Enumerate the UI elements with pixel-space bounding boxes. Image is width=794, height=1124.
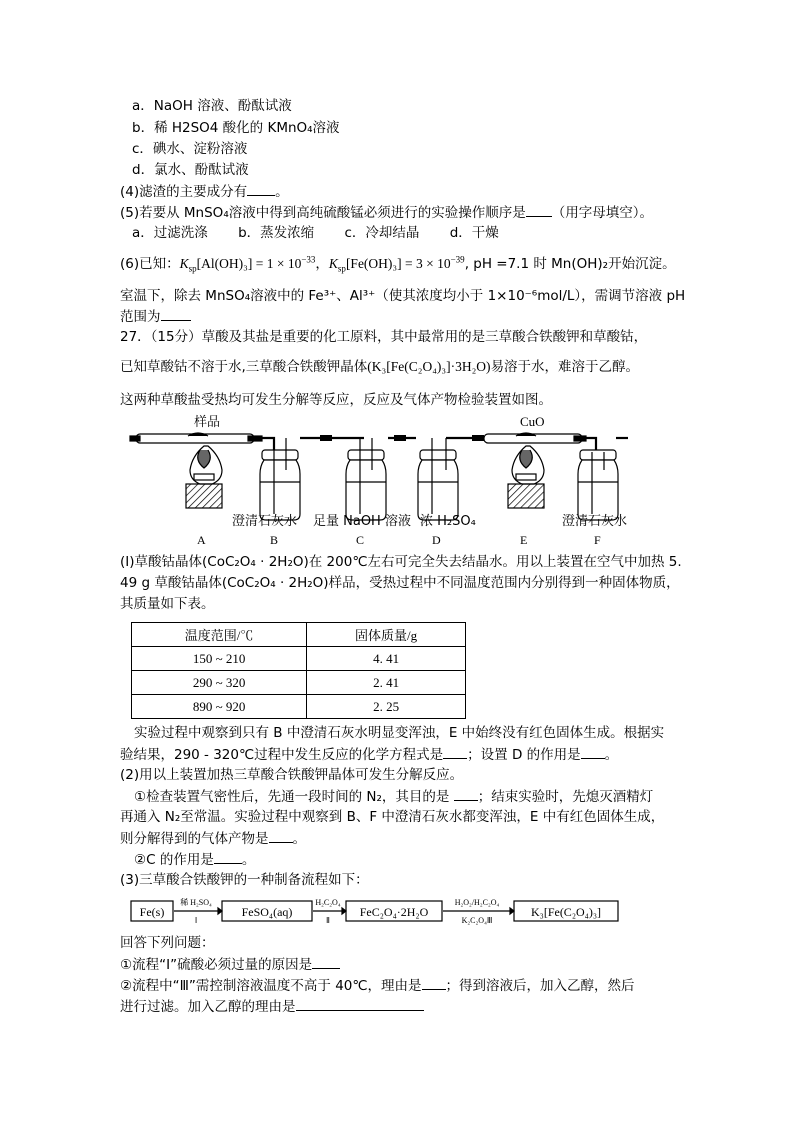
tube-joint [472,435,484,441]
part-2-q1: ①检查装置气密性后，先通一段时间的 N₂，其目的是 ；结束实验时，先熄灭酒精灯 [134,786,653,807]
preparation-flowchart [130,893,630,925]
answer-blank [454,786,478,801]
option-d: d．氯水、酚酞试液 [132,162,249,178]
table-header-row [132,623,466,647]
question-5-options: a．过滤洗涤 b．蒸发浓缩 c．冷却结晶 d．干燥 [132,225,499,241]
tube-e [484,433,586,443]
option-c: c．碘水、淀粉溶液 [132,141,248,157]
part-1-question: 验结果，290 - 320℃过程中发生反应的化学方程式是 ；设置 D 的作用是 。 [120,744,618,765]
question-27-line3: 这两种草酸盐受热均可发生分解等反应，反应及气体产物检验装置如图。 [120,392,552,408]
part-1-line1: (Ⅰ)草酸钴晶体(CoC₂O₄ · 2H₂O)在 200℃左右可完全失去结晶水。用以上装置在空气中加热 5. [120,554,682,570]
table-row: 150 ~ 210 4. 41 [132,647,466,671]
question-6-line3: 范围为 [120,306,191,327]
part-2-line3: 则分解得到的气体产物是 。 [120,828,306,849]
svg-text:H₂C₂O₄: H₂C₂O₄ [315,898,341,907]
label-sample: 样品 [194,415,221,430]
svg-text:稀 H₂SO₄: 稀 H₂SO₄ [180,898,212,907]
letter-e: E [520,533,528,547]
question-5: (5)若要从 MnSO₄溶液中得到高纯硫酸锰必须进行的实验操作顺序是 （用字母填空）。 [120,202,653,223]
answer-blank [296,996,424,1011]
bottle-f [578,438,628,520]
question-6-line2: 室温下，除去 MnSO₄溶液中的 Fe³⁺、Al³⁺（使其浓度均小于 1×10⁻⁶mol/L），需调节溶液 pH [120,288,686,304]
answer-blank [526,202,552,217]
answer-blank [581,744,605,759]
svg-text:K₂C₂O₄Ⅲ: K₂C₂O₄Ⅲ [461,916,493,925]
letter-f: F [594,533,601,547]
option-a: a．NaOH 溶液、酚酞试液 [132,98,292,114]
answer-blank [214,849,242,864]
letter-d: D [432,533,441,547]
answer-blank [247,181,275,196]
answer-blank [161,306,191,321]
part-2-q2: ②C 的作用是 。 [134,849,255,870]
bottle-c [346,438,386,520]
answer-blank [443,744,467,759]
letter-b: B [270,533,279,547]
bottle-b [260,438,300,520]
part-3-q1: ①流程“Ⅰ”硫酸必须过量的原因是 [120,954,340,975]
letter-c: C [356,533,365,547]
caption-d: 浓 H₂SO₄ [420,514,476,529]
part-1-line3: 其质量如下表。 [120,596,215,612]
tube-joint [320,435,332,441]
svg-text:Ⅱ: Ⅱ [326,916,330,925]
tube-joint [394,435,406,441]
label-cuo: CuO [520,414,545,429]
svg-text:Fe(s): Fe(s) [139,905,165,919]
part-3-title: (3)三草酸合铁酸钾的一种制备流程如下： [120,872,369,888]
question-27-line1: 27．（15分）草酸及其盐是重要的化工原料，其中最常用的是三草酸合铁酸钾和草酸钴， [120,329,648,345]
part-3-ask: 回答下列问题： [120,935,215,951]
tube-a [130,433,262,443]
table-row: 290 ~ 320 2. 41 [132,671,466,695]
part-1-line2: 49 g 草酸钴晶体(CoC₂O₄ · 2H₂O)样品，受热过程中不同温度范围内分别得到一种固体物质， [120,575,680,591]
table-row: 890 ~ 920 2. 25 [132,695,466,719]
caption-f: 澄清石灰水 [562,514,628,529]
option-b: b．稀 H2SO4 酸化的 KMnO₄溶液 [132,120,340,136]
part-2-title: (2)用以上装置加热三草酸合铁酸钾晶体可发生分解反应。 [120,767,464,783]
part-1-observation: 实验过程中观察到只有 B 中澄清石灰水明显变浑浊，E 中始终没有红色固体生成。根据实 [134,725,665,741]
caption-c: 足量 NaOH 溶液 [313,514,411,529]
question-6: (6)已知：$K_{sp}[Al(OH)_3] = 1 \times 10^{-33}$，$K_{sp}[Fe(OH)_3] = 3 \times 10^{-39}$, pH =7.1 时 Mn(OH)₂开始沉淀。 [120,254,676,274]
part-3-q2: ②流程中“Ⅲ”需控制溶液温度不高于 40℃，理由是 ；得到溶液后，加入乙醇，然后 [120,975,635,996]
svg-text:FeSO₄(aq): FeSO₄(aq) [241,905,293,919]
answer-blank [269,828,293,843]
caption-b: 澄清石灰水 [232,514,298,529]
svg-text:Ⅰ: Ⅰ [194,916,198,925]
table-header: 温度范围/℃ [132,623,307,647]
burner-a [186,446,222,508]
svg-text:H₂O₂/H₂C₂O₄: H₂O₂/H₂C₂O₄ [454,898,500,907]
table-header: 固体质量/g [307,623,466,647]
part-2-line2: 再通入 N₂至常温。实验过程中观察到 B、F 中澄清石灰水都变浑浊，E 中有红色固体生成， [120,809,665,825]
burner-e [508,446,544,508]
answer-blank [422,975,446,990]
mass-table [131,622,466,719]
part-3-q3: 进行过滤。加入乙醇的理由是 [120,996,424,1017]
svg-text:FeC₂O₄·2H₂O: FeC₂O₄·2H₂O [359,905,429,919]
answer-blank [312,954,340,969]
letter-a: A [197,533,206,547]
svg-text:K₃[Fe(C₂O₄)₃]: K₃[Fe(C₂O₄)₃] [530,905,602,919]
question-27-line2: 已知草酸钴不溶于水,三草酸合铁酸钾晶体(K₃[Fe(C₂O₄)₃]·3H₂O)易溶于水，难溶于乙醇。 [120,359,640,375]
question-4: (4)滤渣的主要成分有 。 [120,181,289,202]
bottle-d [418,438,458,520]
